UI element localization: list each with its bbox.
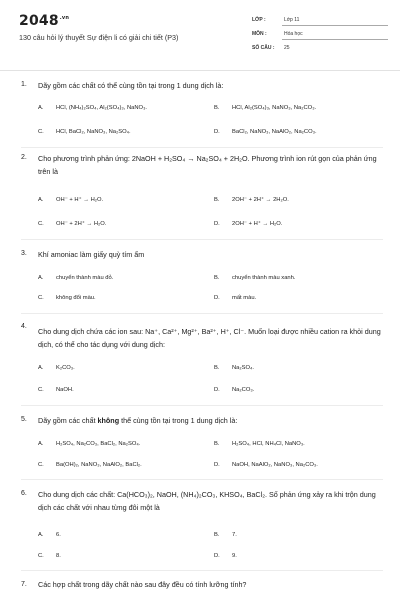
question-divider [21,479,383,480]
meta-lop-value: Lớp 11 [284,17,300,23]
meta-lop-label: LỚP : [252,17,266,23]
option-label: C. [38,221,44,227]
option-label: B. [214,197,220,203]
question-text: Dãy gồm các chất có thể cùng tồn tại trong 1 dung dịch là: [38,81,224,90]
option-text: OH⁻ + H⁺ → H₂O. [56,197,104,203]
meta-divider [282,25,388,26]
option-d[interactable] [214,221,282,227]
option-b[interactable] [214,275,296,281]
question-number: 4. [21,323,27,330]
question-divider [21,405,383,406]
header-divider [0,70,400,71]
question-text: Cho phương trình phản ứng: 2NaOH + H₂SO₄ → Na₂SO₄ + 2H₂O. Phương trình ion rút gọn của phản ứng trên là [38,154,377,176]
option-d[interactable] [214,462,318,468]
option-label: A. [38,365,44,371]
question-text: Cho dung dịch chứa các ion sau: Na⁺, Ca²⁺, Mg²⁺, Ba²⁺, H⁺, Cl⁻. Muốn loại được nhiều cation ra khỏi dung dịch, có thể cho tác dụng với dung dịch: [38,327,381,349]
option-text: 7. [232,532,237,538]
option-text: Na₂SO₄. [232,365,255,371]
option-a[interactable] [38,105,147,111]
document-header [0,0,400,62]
option-b[interactable] [214,197,289,203]
question-text: Khí amoniac làm giấy quỳ tím ẩm [38,250,145,259]
option-label: A. [38,197,44,203]
option-label: B. [214,365,220,371]
option-text: HCl, (NH₄)₂SO₄, Al₂(SO₄)₃, NaNO₃. [56,105,148,111]
option-label: B. [214,105,220,111]
option-c[interactable] [38,462,142,468]
option-a[interactable] [38,197,103,203]
option-text: OH⁻ + 2H⁺ → H₂O. [56,221,107,227]
question-number: 1. [21,81,27,88]
option-b[interactable] [214,441,305,447]
question-text: Các hợp chất trong dãy chất nào sau đây đều có tính lưỡng tính? [38,580,247,589]
question-number: 7. [21,581,27,588]
logo-text: 2048 [19,13,59,29]
option-text: H₂SO₄, Na₂CO₃, BaCl₂, Na₂SO₄. [56,441,141,447]
option-label: C. [38,462,44,468]
option-label: A. [38,532,44,538]
option-d[interactable] [214,553,237,559]
option-label: D. [214,553,220,559]
meta-mon [252,31,388,41]
option-text: HCl, Al₂(SO₄)₃, NaNO₃, Na₂CO₃. [232,105,317,111]
meta-mon-value: Hóa học [284,31,303,37]
option-label: D. [214,387,220,393]
option-b[interactable] [214,532,237,538]
option-text: NaOH, NaAlO₂, NaNO₃, Na₂CO₃. [232,462,318,468]
option-label: C. [38,553,44,559]
option-text: Ba(OH)₂, NaNO₃, NaAlO₂, BaCl₂. [56,462,142,468]
option-text: mất màu. [232,295,257,301]
option-d[interactable] [214,387,254,393]
meta-socau-value: 25 [284,45,290,51]
option-label: B. [214,441,220,447]
option-text: BaCl₂, NaNO₃, NaAlO₂, Na₂CO₃. [232,129,317,135]
question-divider [21,147,383,148]
question-text-part: Dãy gồm các chất [38,416,98,425]
option-label: A. [38,441,44,447]
option-b[interactable] [214,365,254,371]
question-number: 6. [21,490,27,497]
option-a[interactable] [38,441,140,447]
question-number: 5. [21,416,27,423]
question-text-part: thể cùng tồn tại trong 1 dung dịch là: [119,416,238,425]
question-number: 2. [21,154,27,161]
option-a[interactable] [38,532,61,538]
question-text [38,414,383,427]
option-text: H₂SO₄, HCl, NH₄Cl, NaNO₃. [232,441,305,447]
logo-domain: .vn [59,15,70,22]
option-label: C. [38,387,44,393]
site-logo[interactable] [19,13,69,29]
question-divider [21,239,383,240]
option-text: Na₂CO₃. [232,387,255,393]
option-label: C. [38,129,44,135]
option-label: A. [38,275,44,281]
option-b[interactable] [214,105,316,111]
option-text: NaOH. [56,387,74,393]
option-label: D. [214,462,220,468]
option-text: 2OH⁻ + H⁺ → H₂O. [232,221,283,227]
option-text: 9. [232,553,237,559]
meta-divider [282,39,388,40]
option-text: chuyển thành màu xanh. [232,275,296,281]
option-text: HCl, BaCl₂, NaNO₃, Na₂SO₄. [56,129,131,135]
option-a[interactable] [38,365,75,371]
option-text: 2OH⁻ + 2H⁺ → 2H₂O. [232,197,289,203]
meta-socau-label: SỐ CÂU : [252,45,275,51]
option-c[interactable] [38,553,61,559]
question-divider [21,313,383,314]
option-text: 8. [56,553,61,559]
option-label: D. [214,221,220,227]
question-emphasis: không [97,416,120,425]
option-d[interactable] [214,129,317,135]
option-label: D. [214,129,220,135]
option-text: chuyển thành màu đỏ. [56,275,114,281]
question-divider [21,570,383,571]
option-text: không đổi màu. [56,295,96,301]
document-title: 130 câu hỏi lý thuyết Sự điện li có giải chi tiết (P3) [19,33,179,42]
option-label: A. [38,105,44,111]
option-c[interactable] [38,221,106,227]
option-label: D. [214,295,220,301]
question-number: 3. [21,250,27,257]
option-label: B. [214,275,220,281]
option-c[interactable] [38,129,131,135]
option-label: C. [38,295,44,301]
option-d[interactable] [214,295,256,301]
option-c[interactable] [38,387,74,393]
meta-socau [252,45,388,55]
option-text: 6. [56,532,61,538]
meta-mon-label: MÔN : [252,31,267,37]
option-a[interactable] [38,275,113,281]
option-text: K₂CO₃. [56,365,75,371]
option-c[interactable] [38,295,96,301]
option-label: B. [214,532,220,538]
question-text: Cho dung dịch các chất: Ca(HCO₃)₂, NaOH, (NH₄)₂CO₃, KHSO₄, BaCl₂. Số phản ứng xảy ra khi trộn dung dịch các chất với nhau từng đôi một là [38,490,376,512]
meta-lop [252,17,388,27]
